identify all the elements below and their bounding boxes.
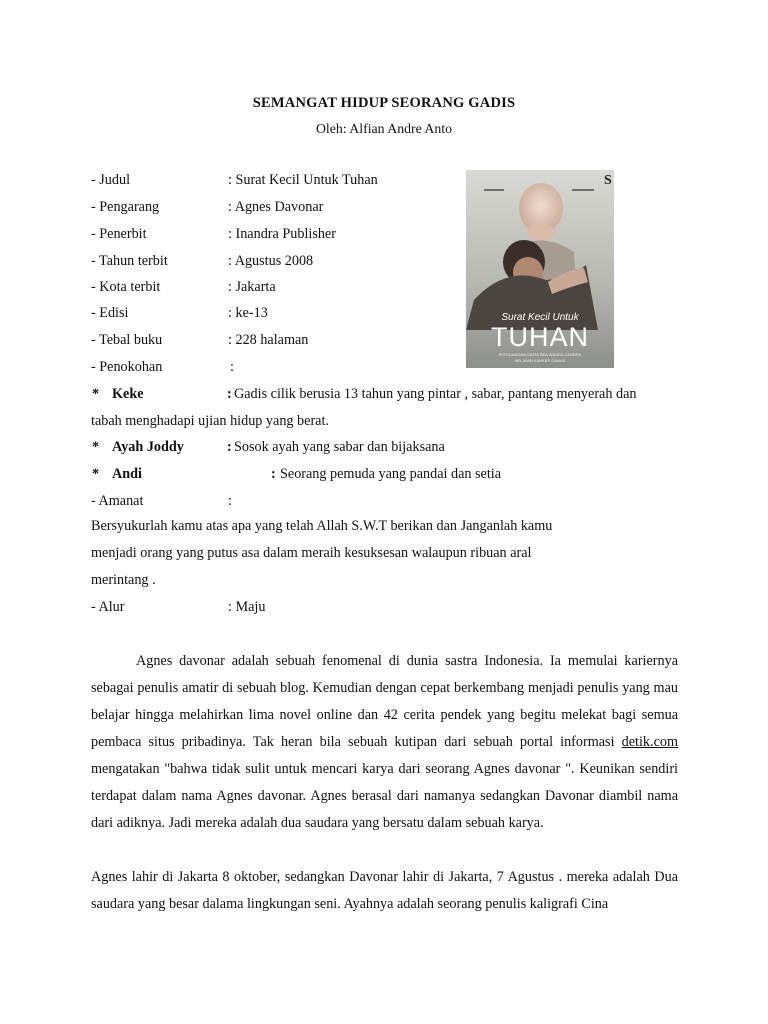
bullet-marker: *	[92, 386, 100, 402]
character-colon: :	[271, 466, 276, 482]
book-cover-image	[466, 170, 614, 368]
info-label: - Penokohan	[91, 359, 163, 375]
info-value: : Agnes Davonar	[228, 199, 324, 215]
cover-title-big: TUHAN	[491, 322, 589, 352]
info-value: : Inandra Publisher	[228, 226, 336, 242]
info-label: - Judul	[91, 172, 131, 188]
publisher-mark: S	[604, 173, 612, 188]
cover-subtitle-1: PERJUANGAN CINTA SEA WANDA CANDRA	[498, 352, 582, 357]
book-cover-illustration	[466, 170, 614, 368]
bullet-marker: *	[92, 466, 100, 482]
amanat-line: merintang .	[91, 572, 156, 588]
info-label: - Tahun terbit	[91, 253, 168, 269]
info-value: : Jakarta	[228, 279, 276, 295]
character-name: Ayah Joddy	[112, 439, 184, 455]
info-label: - Edisi	[91, 305, 129, 321]
info-value: : Agustus 2008	[228, 253, 314, 269]
amanat-line: menjadi orang yang putus asa dalam meraih kesuksesan walaupun ribuan aral	[91, 545, 532, 561]
character-name: Keke	[112, 386, 144, 402]
character-desc-cont: tabah menghadapi ujian hidup yang berat.	[91, 413, 329, 429]
character-colon: :	[227, 439, 232, 455]
author-line: Oleh: Alfian Andre Anto	[315, 121, 453, 136]
character-desc: Sosok ayah yang sabar dan bijaksana	[234, 439, 445, 455]
info-label: - Kota terbit	[91, 279, 161, 295]
info-label: - Penerbit	[91, 226, 147, 242]
cover-subtitle-2: NELAYAN KANKER GANAS	[514, 358, 566, 363]
character-name: Andi	[112, 466, 142, 482]
amanat-line: Bersyukurlah kamu atas apa yang telah Allah S.W.T berikan dan Janganlah kamu	[91, 518, 553, 534]
info-label: - Amanat	[91, 493, 144, 509]
paragraph-text: Agnes lahir di Jakarta 8 oktober, sedangkan Davonar lahir di Jakarta, 7 Agustus . mereka adalah Dua saudara yang besar dalama lingkungan seni. Ayahnya adalah seorang penulis kaligrafi Cina	[91, 869, 678, 912]
info-value: :	[230, 359, 234, 375]
info-value: :	[228, 493, 232, 509]
document-title: SEMANGAT HIDUP SEORANG GADIS	[252, 95, 516, 111]
character-colon: :	[227, 386, 232, 402]
info-value: : Maju	[228, 599, 266, 615]
body-paragraph-2	[91, 864, 678, 918]
info-value: : ke-13	[228, 305, 268, 321]
cover-title-small: Surat Kecil Untuk	[501, 312, 579, 323]
info-value: : 228 halaman	[228, 332, 309, 348]
info-label: - Pengarang	[91, 199, 160, 215]
detik-link[interactable]: detik.com	[621, 734, 678, 750]
info-value: : Surat Kecil Untuk Tuhan	[228, 172, 378, 188]
body-paragraph-1	[91, 648, 678, 837]
bullet-marker: *	[92, 439, 100, 455]
info-label: - Tebal buku	[91, 332, 163, 348]
character-desc: Seorang pemuda yang pandai dan setia	[280, 466, 502, 482]
paragraph-text: mengatakan "bahwa tidak sulit untuk mencari karya dari seorang Agnes davonar ". Keunikan sendiri terdapat dalam nama Agnes davonar. Agnes berasal dari namanya sedangkan Davonar diambil nama dari adiknya. Jadi mereka adalah dua saudara yang bersatu dalam sebuah karya.	[91, 761, 678, 831]
character-desc: Gadis cilik berusia 13 tahun yang pintar , sabar, pantang menyerah dan	[234, 386, 637, 402]
info-label: - Alur	[91, 599, 125, 615]
paragraph-text: Agnes davonar adalah sebuah fenomenal di dunia sastra Indonesia. Ia memulai kariernya sebagai penulis amatir di sebuah blog. Kemudian dengan cepat berkembang menjadi penulis yang mau belajar hingga melahirkan lima novel online dan 42 cerita pendek yang begitu melekat bagi semua pembaca situs pribadinya. Tak heran bila sebuah kutipan dari sebuah portal informasi	[91, 653, 678, 750]
